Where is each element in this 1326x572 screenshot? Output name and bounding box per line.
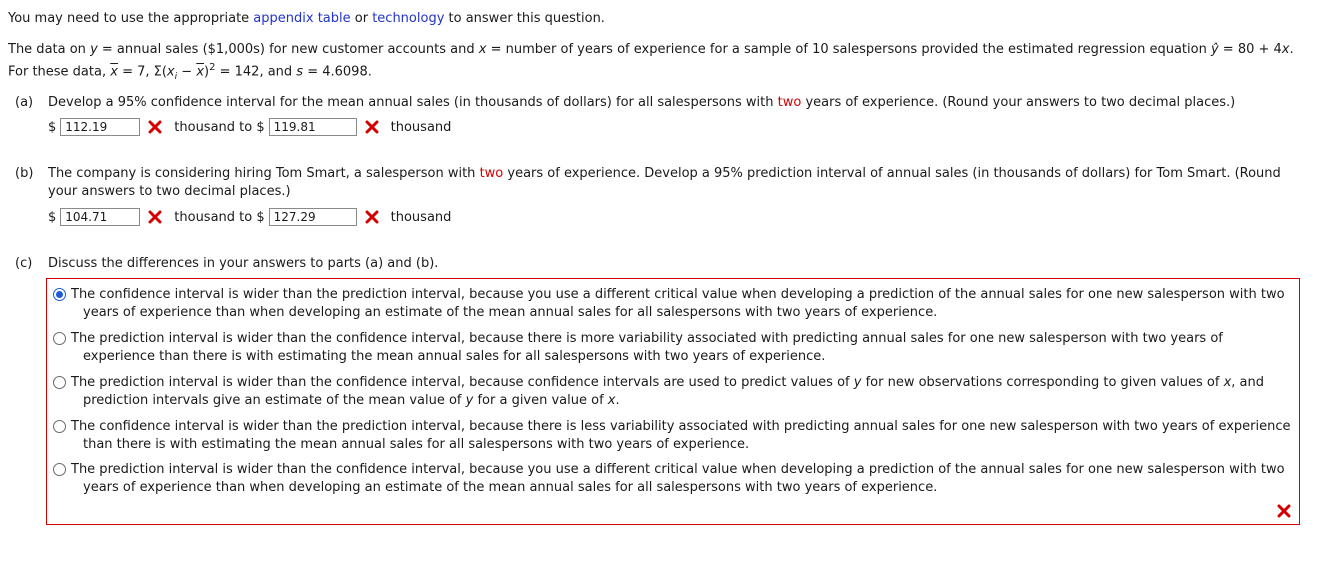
part-b-label: (b) [15,166,34,181]
instruction-line [8,11,605,26]
incorrect-icon [365,120,379,134]
part-b-lower-input[interactable] [60,208,140,226]
choice-text: The prediction interval is wider than the confidence interval, because you use a different critical value when developing a prediction of the annual sales for one new salesperson with two years of experience than when developing an estimate of the mean annual sales for all salespersons with two years of experience. [71,462,1285,495]
part-c-question: Discuss the differences in your answers to parts (a) and (b). [48,256,439,271]
choice-option-4[interactable] [53,418,1293,454]
currency-symbol: $ [48,119,57,135]
problem-line-2: For these data, $\overline{x} = 7$, $\Sigma(x_i - \overline{x})^2 = 142$, and s = 4.6098. [8,62,372,82]
choice-option-5[interactable] [53,461,1293,497]
radio-button[interactable] [53,332,66,345]
part-a-answer-row [48,118,451,136]
between-label: thousand to $ [174,209,265,225]
between-label: thousand to $ [174,119,265,135]
choices-group [46,278,1300,525]
part-b-answer-row [48,208,451,226]
part-a-upper-input[interactable] [269,118,357,136]
choice-text: The confidence interval is wider than the prediction interval, because you use a different critical value when developing a prediction of the annual sales for one new salesperson with two years of experience than when developing an estimate of the mean annual sales for all salespersons with two years of experience. [71,287,1285,320]
incorrect-icon [148,210,162,224]
part-b-question: The company is considering hiring Tom Smart, a salesperson with two years of experience. Develop a 95% prediction interval of annual sales (in thousands of dollars) for Tom Smart. (Round your answers to two decimal places.) [48,166,1281,199]
choice-text: The prediction interval is wider than the confidence interval, because there is more variability associated with predicting annual sales for one new salesperson with two years of experience than there is with estimating the mean annual sales for all salespersons with two years of experience. [71,331,1223,364]
choice-text: The confidence interval is wider than the prediction interval, because there is less variability associated with predicting annual sales for one new salesperson with two years of experience than there is with estimating the mean annual sales for all salespersons with two years of experience. [71,419,1291,452]
instruction-text: to answer this question. [444,11,605,26]
radio-button[interactable] [53,420,66,433]
instruction-text: or [350,11,373,26]
choice-text: The prediction interval is wider than the confidence interval, because confidence intervals are used to predict values of y for new observations corresponding to given values of x, and prediction intervals give an estimate of the mean value of y for a given value of x. [71,375,1264,408]
radio-button-selected[interactable] [53,288,66,301]
instruction-text: You may need to use the appropriate [8,11,254,26]
appendix-table-link[interactable]: appendix table [253,11,351,26]
radio-button[interactable] [53,376,66,389]
part-c-label: (c) [15,256,33,271]
part-a-label: (a) [15,95,34,110]
problem-line-1: The data on y = annual sales ($1,000s) for new customer accounts and x = number of years of experience for a sample of 10 salespersons provided the estimated regression equation ŷ = 80 + 4x. [8,42,1294,57]
choice-option-3[interactable] [53,374,1293,410]
part-a-lower-input[interactable] [60,118,140,136]
currency-symbol: $ [48,209,57,225]
choice-option-2[interactable] [53,330,1293,366]
unit-label: thousand [390,209,452,225]
part-a-question: Develop a 95% confidence interval for the mean annual sales (in thousands of dollars) for all salespersons with two years of experience. (Round your answers to two decimal places.) [48,95,1236,110]
choice-option-1[interactable] [53,286,1293,322]
incorrect-icon [148,120,162,134]
incorrect-icon [365,210,379,224]
part-b-upper-input[interactable] [269,208,357,226]
technology-link[interactable]: technology [372,11,445,26]
unit-label: thousand [390,119,452,135]
incorrect-icon [1277,504,1291,518]
radio-button[interactable] [53,463,66,476]
